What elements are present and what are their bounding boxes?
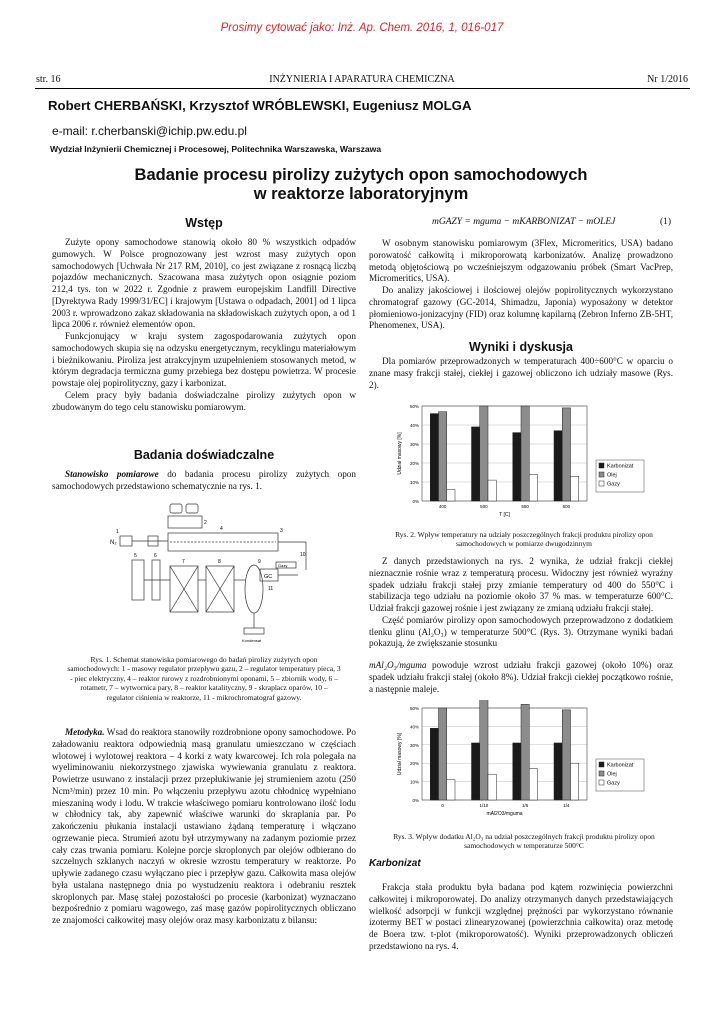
fig3-legend-swatch xyxy=(599,780,604,785)
heading-experimental: Badania doświadczalne xyxy=(133,448,275,462)
results-paragraph-3b: powoduje wzrost udziału frakcji gazowej (około 10%) oraz spadek udziału frakcji stałej (około 8%). Udział frakcji ciekłej początkowo rośnie, a następnie maleje. xyxy=(369,660,673,694)
authors: Robert CHERBAŃSKI, Krzysztof WRÓBLEWSKI, Eugeniusz MOLGA xyxy=(48,98,472,113)
setup-lead: Stanowisko pomiarowe xyxy=(65,469,159,479)
fig2-y-tick-label: 40% xyxy=(409,423,419,428)
schematic-label-gazy: Gazy xyxy=(278,563,288,568)
fig2-y-tick-label: 30% xyxy=(409,442,419,447)
fig2-bar xyxy=(488,480,496,501)
fig3-bar xyxy=(562,710,570,800)
fig2-bar xyxy=(554,431,562,501)
setup-text xyxy=(52,469,356,493)
fig3-bar xyxy=(571,763,579,800)
ratio-expression: mAl₂O₃/mguma xyxy=(369,660,427,670)
intro-paragraph-2: Funkcjonujący w kraju system zagospodarowania zużytych opon samochodowych skupia się na odzysku energetycznym, recyklingu materiałowym i bieżnikowaniu. Piroliza jest atrakcyjnym uzupełnieniem stosowanych metod, w którym degradacja termiczna gumy przebiega bez dostępu powietrza. W procesie powstaje olej popirolityczny, gazy i karbonizat. xyxy=(52,331,356,388)
fig3-y-axis-label: Udział masowy [%] xyxy=(397,732,403,776)
figure-3-caption: Rys. 3. Wpływ dodatku Al₂O₃ na udział poszczególnych frakcji produktu pirolizy opon samochodowych w temperaturze 500°C xyxy=(393,832,655,851)
results-paragraph-1: Dla pomiarów przeprowadzonych w temperaturach 400÷600°C w oparciu o znane masy frakcji stałej, ciekłej i gazowej obliczono ich udziały masowe (Rys. 2). xyxy=(369,356,673,390)
title-line-2: w reaktorze laboratoryjnym xyxy=(253,185,469,203)
results-paragraph-3a: Część pomiarów pirolizy opon samochodowych przeprowadzono z dodatkiem tlenku glinu (Al₂O₃) w temperaturze 500°C (Rys. 3). Otrzymane wyniki badań pokazują, że zwiększanie stosunku xyxy=(369,614,673,649)
fig2-bar xyxy=(430,414,438,501)
schematic-num-10: 10 xyxy=(300,552,306,558)
schematic-num-5: 5 xyxy=(134,553,137,559)
results-discussion xyxy=(369,556,673,650)
fig2-bar xyxy=(472,427,480,501)
method-text xyxy=(52,727,356,927)
issue-number: Nr 1/2016 xyxy=(647,74,688,85)
fig2-legend-label: Olej xyxy=(607,472,617,479)
fig2-x-tick-label: 400 xyxy=(438,504,447,509)
fig2-legend-label: Gazy xyxy=(607,481,620,488)
fig2-x-tick-label: 600 xyxy=(562,504,571,509)
fig2-y-tick-label: 20% xyxy=(409,461,419,466)
journal-name: INŻYNIERIA I APARATURA CHEMICZNA xyxy=(269,74,455,85)
heading-karbonizat: Karbonizat xyxy=(369,858,421,869)
schematic-water-tank xyxy=(132,560,144,600)
page-number: str. 16 xyxy=(36,74,61,85)
schematic-gauge-2 xyxy=(186,504,198,513)
fig3-x-axis-label: mAl2O3/mguma xyxy=(486,811,523,817)
fig3-bar xyxy=(447,780,455,800)
fig2-legend-swatch xyxy=(599,472,604,477)
figure-2-chart xyxy=(392,398,654,523)
karbonizat-paragraph: Frakcja stała produktu była badana pod kątem rozwinięcia powierzchni całkowitej i mikroporowatej. Do analizy otrzymanych danych przedstawiających wielkość adsorpcji w funkcji względnej prężności par wykorzystano równanie izotermy BET w postaci zlinearyzowanej (powierzchnia całkowita) oraz metodę de Boera tzw. t-plot (mikroporowatość). Wyniki przeprowadzonych obliczeń przedstawiono na rys. 4. xyxy=(369,882,673,951)
fig2-x-tick-label: 550 xyxy=(521,504,529,509)
heading-results: Wyniki i dyskusja xyxy=(469,340,573,354)
fig2-y-tick-label: 50% xyxy=(409,404,419,409)
fig3-y-tick-label: 20% xyxy=(409,761,419,767)
method-paragraph: Wsad do reaktora stanowiły rozdrobnione opony samochodowe. Po załadowaniu reaktora odpowiednią masą granulatu umieszczano w częściach wlotowej i wylotowej reaktora – 4 korki z waty kwarcowej. Ich rola polegała na wyeliminowaniu niekorzystnego zjawiska wywiewania granulatu z reaktora. Powietrze usuwano z instalacji przez przepłukiwanie jej strumieniem azotu (250 Ncm³/min) przez 10 min. Po włączeniu przepływu azotu chłodnicę wypełniano mieszaniną wody i lodu. W trakcie właściwego pomiaru kontrolowano ilość lodu w chłodnicy tak, aby zapewnić właściwe warunki do skraplania par. Po zakończeniu płukania instalacji ustawiano żądaną temperaturę i włączano ogrzewanie pieca. Strumień azotu był utrzymywany na zadanym poziomie przez cały czas trwania pomiaru. Kolejne porcje skroplonych par olejów odbierano do szczelnych szklanych naczyń w okresie wzrostu temperatury w reaktorze. Po upływie zadanego czasu wyłączano piec i przepływ gazu. Całkowita masa olejów była ustalana następnego dnia po wystudzeniu reaktora i odebraniu resztek skroplonych par. Masę stałej pozostałości po procesie (karbonizat) wyznaczano bezpośrednio z pomiaru wagowego, zaś masę gazów popirolitycznych obliczano ze znajomości całkowitej masy olejów oraz masy karbonizatu z bilansu: xyxy=(52,727,356,925)
fig2-bar xyxy=(529,474,537,501)
schematic-gauge-1 xyxy=(170,504,182,513)
fig2-bar xyxy=(447,490,455,501)
results-ratio-line xyxy=(369,660,673,695)
figure-3-chart xyxy=(392,700,654,822)
schematic-label-gc: GC xyxy=(264,574,273,580)
equation-1: mGAZY = mguma − mKARBONIZAT − mOLEJ xyxy=(432,217,616,227)
heading-intro: Wstęp xyxy=(185,216,223,230)
right-methods-text xyxy=(369,238,673,332)
fig3-x-tick-label: 1/4 xyxy=(563,803,570,808)
apparatus-schematic xyxy=(108,500,316,648)
fig3-y-tick-label: 10% xyxy=(409,779,419,785)
porosity-paragraph: W osobnym stanowisku pomiarowym (3Flex, Micromeritics, USA) badano porowatość całkowitą i mikroporowatą karbonizatów. Analizę prowadzono metodą objętościową po wcześniejszym odgazowaniu próbek (Smart VacPrep, Micromeritics, USA). xyxy=(369,238,673,284)
fig3-legend-swatch xyxy=(599,771,604,776)
schematic-condensate-vessel xyxy=(244,628,264,634)
results-intro xyxy=(369,356,673,391)
fig2-bar xyxy=(521,406,529,501)
fig3-bar xyxy=(472,743,480,800)
equation-1-number: (1) xyxy=(660,217,672,227)
schematic-num-9: 9 xyxy=(258,559,261,565)
figure-1-caption: Rys. 1. Schemat stanowiska pomiarowego do badań pirolizy zużytych opon samochodowych: 1 - masowy regulator przepływu gazu, 2 – regulator temperatury pieca, 3 - piec elektryczny, 4 – reaktor rurowy z rozdrobnionymi oponami, 5 – zbiornik wody, 6 – rotametr, 7 – wytwornica pary, 8 – reaktor katalityczny, 9 - skraplacz oparów, 10 – regulator ciśnienia w reaktorze, 11 - mikrochromatograf gazowy. xyxy=(67,655,341,702)
fig3-bar xyxy=(513,743,521,800)
fig2-legend-swatch xyxy=(599,463,604,468)
citation-note: Prosimy cytować jako: Inż. Ap. Chem. 2016, 1, 016-017 xyxy=(220,22,504,34)
schematic-num-2: 2 xyxy=(204,520,207,526)
fig3-legend-label: Karbonizat xyxy=(607,762,634,769)
setup-paragraph: do badania procesu pirolizy zużytych opon samochodowych przedstawiono schematycznie na rys. 1. xyxy=(52,469,356,491)
fig3-x-tick-label: 1/10 xyxy=(479,803,489,808)
email: e-mail: r.cherbanski@ichip.pw.edu.pl xyxy=(52,124,247,138)
schematic-label-n2: N₂ xyxy=(110,540,117,546)
affiliation: Wydział Inżynierii Chemicznej i Procesowej, Politechnika Warszawska, Warszawa xyxy=(50,144,382,154)
fig3-bar xyxy=(521,704,529,800)
intro-paragraph-1: Zużyte opony samochodowe stanowią około 80 % wszystkich odpadów gumowych. W Polsce prognozowany jest wzrost masy zużytych opon samochodowych [Uchwała Nr 217 RM, 2010], co jest związane z rosnącą liczbą pojazdów mechanicznych. Szacowana masa zużytych opon osiągnie poziom 212,4 tys. ton w 2022 r. Zgodnie z prawem europejskim Landfill Directive [Dyrektywa Rady 1999/31/EC] i krajowym [Ustawa o odpadach, 2001] od 1 lipca 2003 r. wprowadzono zakaz składowania na składowiskach zużytych opon, a od 1 lipca 2006 r. również elementów opon. xyxy=(52,237,356,330)
fig3-legend-label: Gazy xyxy=(607,780,620,787)
fig3-y-tick-label: 0% xyxy=(412,798,419,803)
schematic-num-11: 11 xyxy=(268,586,274,592)
fig3-y-tick-label: 30% xyxy=(409,742,419,748)
schematic-label-kondensat: Kondensat xyxy=(242,638,262,643)
figure-2-caption: Rys. 2. Wpływ temperatury na udziały poszczególnych frakcji produktu pirolizy opon samochodowych w pomiarze dwugodzinnym xyxy=(395,530,653,549)
fig3-bar xyxy=(529,769,537,800)
fig3-legend-label: Olej xyxy=(607,771,617,778)
schematic-num-7: 7 xyxy=(182,559,185,565)
header-rule xyxy=(35,88,690,89)
fig3-bar xyxy=(480,700,488,800)
fig3-y-tick-label: 50% xyxy=(409,706,419,711)
karbonizat-text xyxy=(369,882,673,953)
intro-text xyxy=(52,237,356,413)
fig2-bar xyxy=(480,406,488,501)
intro-paragraph-3: Celem pracy były badania doświadczalne pirolizy zużytych opon w zbudowanym do tego celu stanowisku pomiarowym. xyxy=(52,389,356,412)
fig3-x-tick-label: 0 xyxy=(441,803,444,808)
fig3-x-tick-label: 1/5 xyxy=(521,803,529,808)
fig3-legend-swatch xyxy=(599,762,604,767)
paper-title xyxy=(50,166,672,204)
method-lead: Metodyka. xyxy=(65,727,105,737)
schematic-num-1: 1 xyxy=(116,529,119,535)
schematic-num-3: 3 xyxy=(280,528,283,534)
gc-paragraph: Do analizy jakościowej i ilościowej olejów popirolitycznych wykorzystano chromatograf gazowy (GC-2014, Shimadzu, Japonia) wyposażony w detektor płomieniowo-jonizacyjny (FID) oraz kolumnę kapilarną (Zebron Inferno ZB-5HT, Phenomenex, USA). xyxy=(369,285,673,331)
fig3-y-tick-label: 40% xyxy=(409,724,419,730)
fig2-legend-label: Karbonizat xyxy=(607,463,634,470)
fig2-y-axis-label: Udział masowy [%] xyxy=(397,432,403,475)
fig2-bar xyxy=(439,412,447,501)
fig2-y-tick-label: 0% xyxy=(412,499,419,504)
fig2-bar xyxy=(562,408,570,501)
fig2-bar xyxy=(571,476,579,501)
fig2-x-tick-label: 500 xyxy=(480,504,488,509)
fig3-bar xyxy=(488,774,496,800)
results-paragraph-2: Z danych przedstawionych na rys. 2 wynika, że udział frakcji ciekłej nieznacznie rośnie wraz z temperaturą procesu. Widoczny jest również wyraźny spadek udziału frakcji stałej przy zmianie temperatury od 400 do 550°C i stabilizacja tego udziału na poziomie około 37 % mas. w temperaturze 600°C. Udział frakcji gazowej rośnie i jest związany ze zmianą udziału frakcji stałej. xyxy=(369,556,673,613)
fig2-bar xyxy=(513,433,521,501)
schematic-num-4: 4 xyxy=(220,526,223,532)
schematic-num-6: 6 xyxy=(154,553,157,559)
schematic-n2-cylinder xyxy=(120,536,132,546)
fig3-bar xyxy=(439,708,447,800)
fig3-bar xyxy=(554,743,562,800)
fig3-bar xyxy=(430,728,438,800)
fig2-x-axis-label: T [C] xyxy=(499,512,510,518)
fig2-y-tick-label: 10% xyxy=(409,480,419,485)
title-line-1: Badanie procesu pirolizy zużytych opon samochodowych xyxy=(134,166,588,184)
schematic-controller xyxy=(168,516,202,528)
schematic-num-8: 8 xyxy=(218,559,221,565)
fig2-legend-swatch xyxy=(599,481,604,486)
